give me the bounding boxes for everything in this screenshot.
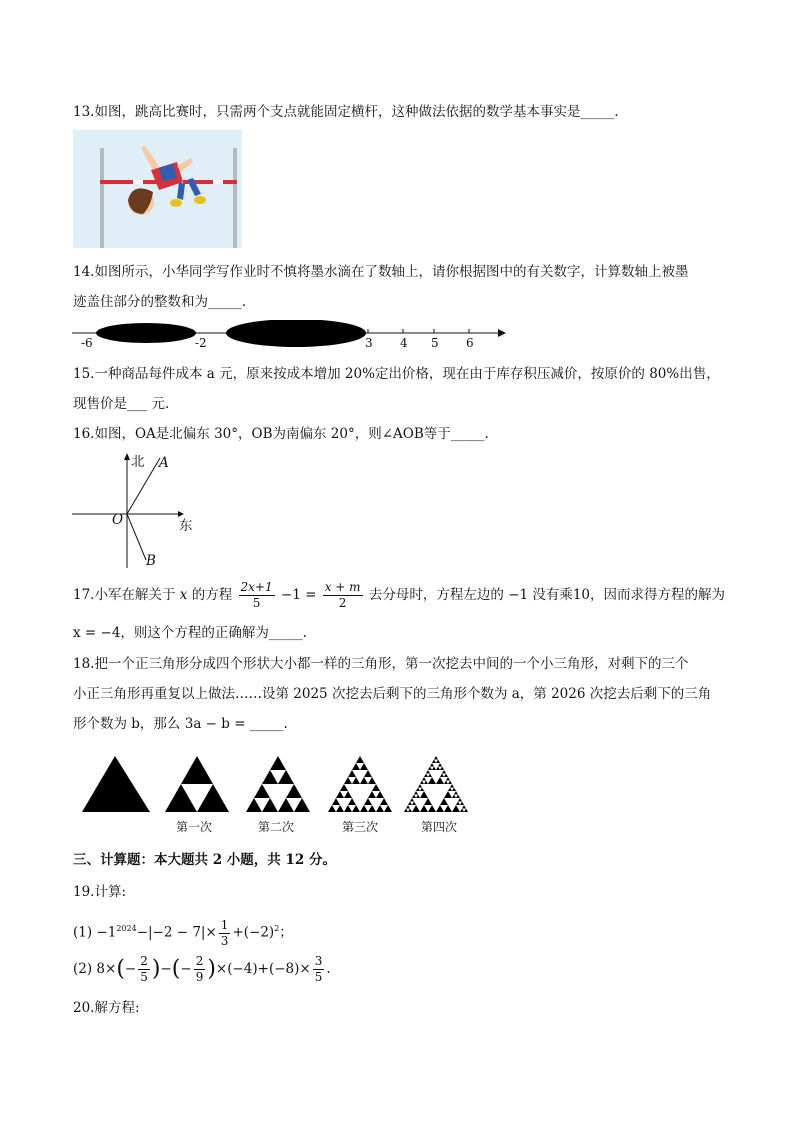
point-a-label: A <box>159 455 169 471</box>
q20-title: 20.解方程: <box>73 1000 140 1016</box>
q14-line2: 迹盖住部分的整数和为_____. <box>73 294 247 310</box>
section-3-heading: 三、计算题：本大题共 2 小题，共 12 分。 <box>73 852 336 868</box>
north-label: 北 <box>131 454 145 470</box>
triangle-step-3 <box>328 756 392 812</box>
triangle-step-2 <box>246 756 310 812</box>
tick-label-5: 5 <box>431 336 439 350</box>
q18-line2: 小正三角形再重复以上做法……设第 2025 次挖去后剩下的三角形个数为 a，第 2026 次挖去后剩下的三角 <box>73 686 712 702</box>
sierpinski-figures <box>80 752 480 814</box>
ink-blot-right <box>226 320 366 347</box>
tick-label-6: 6 <box>466 336 474 350</box>
caption-step-3: 第三次 <box>342 820 379 834</box>
q14-line1: 14.如图所示，小华同学写作业时不慎将墨水滴在了数轴上，请你根据图中的有关数字，计算数轴上被墨 <box>73 264 689 280</box>
east-label: 东 <box>179 518 193 534</box>
ink-blot-left <box>96 323 196 343</box>
high-jump-illustration <box>73 130 242 248</box>
q15-line2: 现售价是___ 元. <box>73 396 170 412</box>
point-b-label: B <box>146 553 156 569</box>
point-o-label: O <box>112 512 124 528</box>
triangle-step-4 <box>404 756 468 812</box>
caption-step-1: 第一次 <box>176 820 213 834</box>
q16-text: 16.如图，OA是北偏东 30°，OB为南偏东 20°，则∠AOB等于_____. <box>73 426 489 442</box>
number-line <box>68 320 508 352</box>
caption-step-4: 第四次 <box>421 820 458 834</box>
q15-line1: 15.一种商品每件成本 a 元，原来按成本增加 20%定出价格，现在由于库存积压减价，按原价的 80%出售， <box>73 366 720 382</box>
q18-line1: 18.把一个正三角形分成四个形状大小都一样的三角形，第一次挖去中间的一个小三角形，对剩下的三个 <box>73 656 689 672</box>
fraction-2x-plus-1-over-5: $\frac{2x+1}{5}$ <box>240 580 273 610</box>
triangle-original <box>82 756 150 812</box>
tick-label-3: 3 <box>365 336 373 350</box>
q19-part1: $(1) -1^{2024}-|-2 - 7|\times$ $\frac{1}{3}$ $+(-2)^2$； <box>73 917 293 948</box>
q17-line2: x = −4，则这个方程的正确解为_____. <box>73 625 307 641</box>
q18-line3: 形个数为 b，那么 3a − b = _____. <box>73 716 288 732</box>
q19-title: 19.计算: <box>73 884 127 900</box>
q17-line1: 17.小军在解关于 x 的方程 $\frac{2x+1}{5}$ −1 = $\frac{x + m}{2}$ 去分母时，方程左边的 −1 没有乘10，因而求得方程的解为 <box>73 580 726 610</box>
q19-part2: (2) 8×(− $\frac{2}{5}$ )−(− $\frac{2}{9}$ )×(−4)+(−8)× $\frac{3}{5}$ . <box>73 954 331 984</box>
fraction-x-plus-m-over-2: $\frac{x + m}{2}$ <box>324 580 361 610</box>
triangle-step-1 <box>165 756 229 812</box>
tick-label-4: 4 <box>400 336 408 350</box>
tick-label-neg6: -6 <box>81 336 93 350</box>
tick-label-neg2: -2 <box>195 336 207 350</box>
caption-step-2: 第二次 <box>258 820 295 834</box>
q13-text: 13.如图，跳高比赛时，只需两个支点就能固定横杆，这种做法依据的数学基本事实是_____. <box>73 104 619 120</box>
